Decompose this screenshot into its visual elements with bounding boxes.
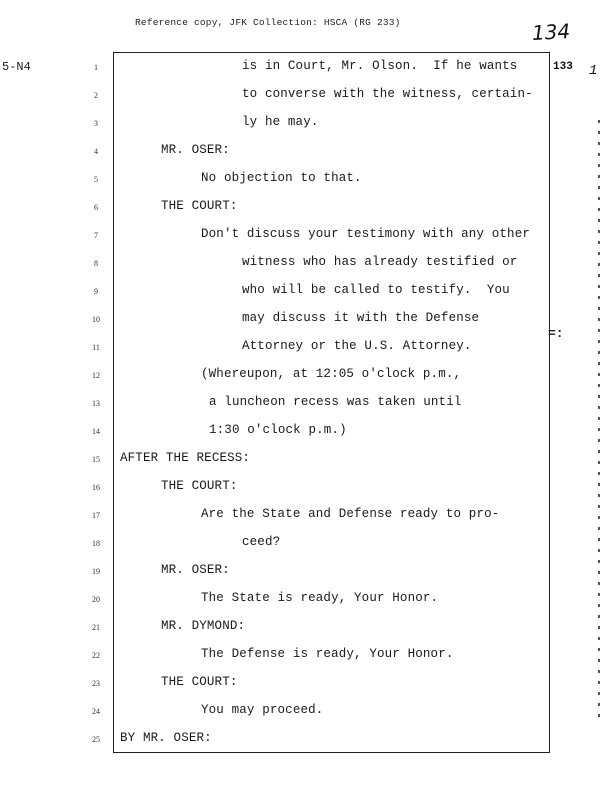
examiner-label: BY MR. OSER: (120, 731, 212, 745)
line-number: 15 (92, 455, 100, 464)
transcript-line: (Whereupon, at 12:05 o'clock p.m., (201, 367, 462, 381)
line-number: 12 (92, 371, 100, 380)
line-number: 4 (94, 147, 98, 156)
speaker-label: MR. OSER: (161, 143, 230, 157)
line-number: 1 (94, 63, 98, 72)
speaker-label: MR. OSER: (161, 563, 230, 577)
line-number: 21 (92, 623, 100, 632)
line-number: 9 (94, 287, 98, 296)
speaker-label: THE COURT: (161, 675, 238, 689)
margin-document-id: 5-N4 (2, 60, 31, 74)
line-number: 7 (94, 231, 98, 240)
line-number: 14 (92, 427, 100, 436)
transcript-line: No objection to that. (201, 171, 362, 185)
transcript-line: may discuss it with the Defense (242, 311, 480, 325)
line-number: 18 (92, 539, 100, 548)
line-number: 3 (94, 119, 98, 128)
speaker-label: THE COURT: (161, 199, 238, 213)
transcript-line: who will be called to testify. You (242, 283, 510, 297)
margin-stamp-number: 133 (553, 61, 573, 73)
line-number: 11 (92, 343, 100, 352)
line-number: 13 (92, 399, 100, 408)
line-number: 16 (92, 483, 100, 492)
line-number: 20 (92, 595, 100, 604)
transcript-line: You may proceed. (201, 703, 324, 717)
transcript-line: ly he may. (242, 115, 319, 129)
speaker-label: MR. DYMOND: (161, 619, 246, 633)
transcript-line: Don't discuss your testimony with any other (201, 227, 531, 241)
line-number: 2 (94, 91, 98, 100)
margin-handwritten-mark: 1 (589, 63, 598, 79)
transcript-line: 1:30 o'clock p.m.) (209, 423, 347, 437)
page-number: 134 (531, 19, 571, 45)
line-number: 6 (94, 203, 98, 212)
line-number: 23 (92, 679, 100, 688)
transcript-line: Attorney or the U.S. Attorney. (242, 339, 472, 353)
transcript-line: to converse with the witness, certain- (242, 87, 533, 101)
transcript-line: ceed? (242, 535, 281, 549)
margin-scribble: =: (548, 326, 564, 341)
line-number: 24 (92, 707, 100, 716)
line-number: 17 (92, 511, 100, 520)
section-heading: AFTER THE RECESS: (120, 451, 251, 465)
transcript-line: Are the State and Defense ready to pro- (201, 507, 500, 521)
reference-header: Reference copy, JFK Collection: HSCA (RG 233) (135, 17, 401, 28)
line-number: 10 (92, 315, 100, 324)
line-number: 22 (92, 651, 100, 660)
transcript-line: The State is ready, Your Honor. (201, 591, 439, 605)
transcript-line: a luncheon recess was taken until (209, 395, 462, 409)
line-number: 5 (94, 175, 98, 184)
page-edge-artifact (598, 120, 600, 720)
speaker-label: THE COURT: (161, 479, 238, 493)
transcript-line: The Defense is ready, Your Honor. (201, 647, 454, 661)
line-number: 8 (94, 259, 98, 268)
transcript-line: is in Court, Mr. Olson. If he wants (242, 59, 518, 73)
line-number: 25 (92, 735, 100, 744)
line-number: 19 (92, 567, 100, 576)
transcript-line: witness who has already testified or (242, 255, 518, 269)
